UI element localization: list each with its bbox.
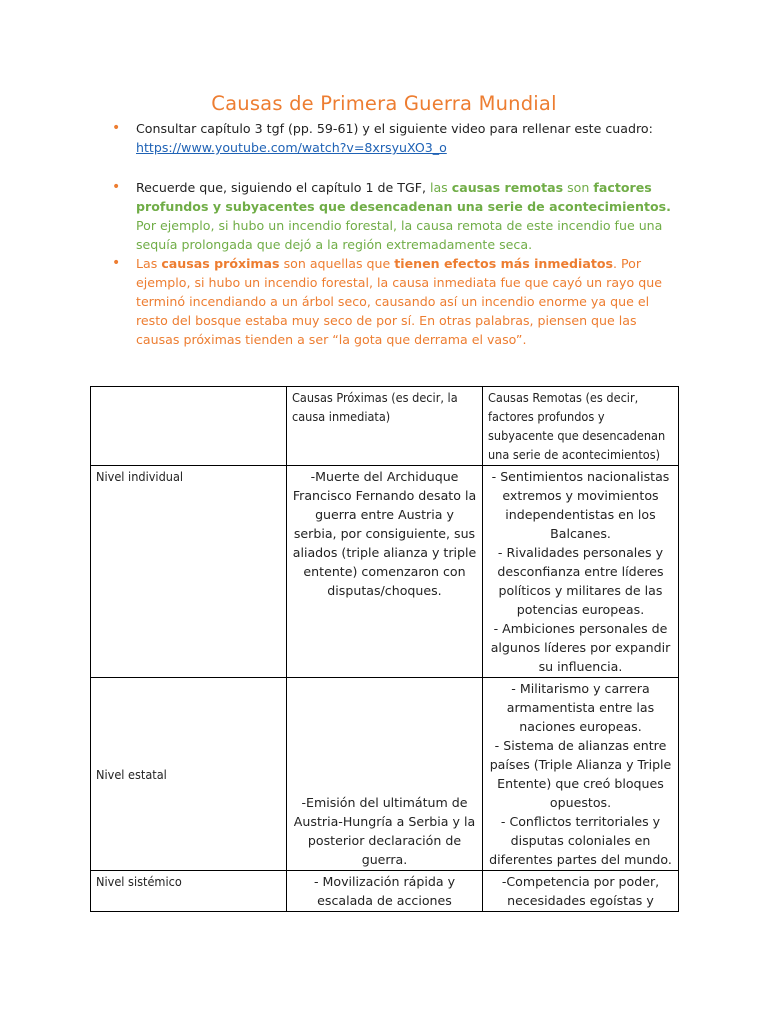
bullet-dot-icon: • — [112, 179, 121, 195]
table-row-sistemico — [91, 871, 679, 912]
remotas-intro: Recuerde que, siguiendo el capítulo 1 de TGF, — [136, 180, 430, 195]
remotas-las: las — [429, 180, 452, 195]
remotas-definition: factores profundos y subyacentes que desencadenan una serie de acontecimientos. — [136, 180, 671, 214]
header-empty — [91, 387, 287, 466]
causes-table — [90, 386, 679, 912]
bullet-causas-proximas — [112, 254, 672, 349]
remotas-son: son — [563, 180, 594, 195]
remotas-term: causas remotas — [451, 180, 564, 195]
bullet-causas-remotas — [112, 178, 672, 254]
table-header-row — [91, 387, 679, 466]
youtube-link[interactable]: https://www.youtube.com/watch?v=8xrsyuXO3_o — [136, 140, 447, 155]
table-row-individual — [91, 466, 679, 678]
proximas-definition: tienen efectos más inmediatos — [394, 256, 614, 271]
proximas-las: Las — [136, 256, 162, 271]
cell-sistemico-proximas: - Movilización rápida y escalada de acciones — [287, 871, 483, 912]
bullet-dot-icon: • — [112, 120, 121, 136]
row-label-sistemico: Nivel sistémico — [91, 871, 287, 912]
header-causas-proximas: Causas Próximas (es decir, la causa inmediata) — [287, 387, 483, 466]
cell-estatal-proximas: -Emisión del ultimátum de Austria-Hungría a Serbia y la posterior declaración de guerra. — [287, 678, 483, 871]
bullet-consultar-text: Consultar capítulo 3 tgf (pp. 59-61) y el siguiente video para rellenar este cuadro: — [136, 121, 653, 136]
table-row-estatal — [91, 678, 679, 871]
cell-individual-proximas: -Muerte del Archiduque Francisco Fernando desato la guerra entre Austria y serbia, por consiguiente, sus aliados (triple alianza y triple entente) comenzaron con disputas/choques. — [287, 466, 483, 678]
bullet-dot-icon: • — [112, 255, 121, 271]
proximas-term: causas próximas — [161, 256, 280, 271]
cell-sistemico-remotas: -Competencia por poder, necesidades egoístas y — [483, 871, 679, 912]
remotas-example: Por ejemplo, si hubo un incendio forestal, la causa remota de este incendio fue una sequía prolongada que dejó a la región extremadamente seca. — [136, 218, 663, 252]
cell-estatal-remotas: - Militarismo y carrera armamentista entre las naciones europeas. - Sistema de alianzas entre países (Triple Alianza y Triple Entente) que creó bloques opuestos. - Conflictos territoriales y disputas coloniales en diferentes partes del mundo. — [483, 678, 679, 871]
row-label-estatal: Nivel estatal — [91, 678, 287, 871]
header-causas-remotas: Causas Remotas (es decir, factores profundos y subyacente que desencadenan una serie de acontecimientos) — [483, 387, 679, 466]
bullet-consultar — [112, 119, 672, 157]
proximas-example: . Por ejemplo, si hubo un incendio forestal, la causa inmediata fue que cayó un rayo que terminó incendiando a un árbol seco, causando así un incendio enorme ya que el resto del bosque estaba muy seco de por sí. En otras palabras, piensen que las causas próximas tienden a ser “la gota que derrama el vaso”. — [136, 256, 662, 347]
document-title: Causas de Primera Guerra Mundial — [211, 92, 557, 115]
proximas-son: son aquellas que — [279, 256, 395, 271]
cell-individual-remotas: - Sentimientos nacionalistas extremos y movimientos independentistas en los Balcanes. - Rivalidades personales y desconfianza entre líderes políticos y militares de las potencias europeas. - Ambiciones personales de algunos líderes por expandir su influencia. — [483, 466, 679, 678]
row-label-individual: Nivel individual — [91, 466, 287, 678]
